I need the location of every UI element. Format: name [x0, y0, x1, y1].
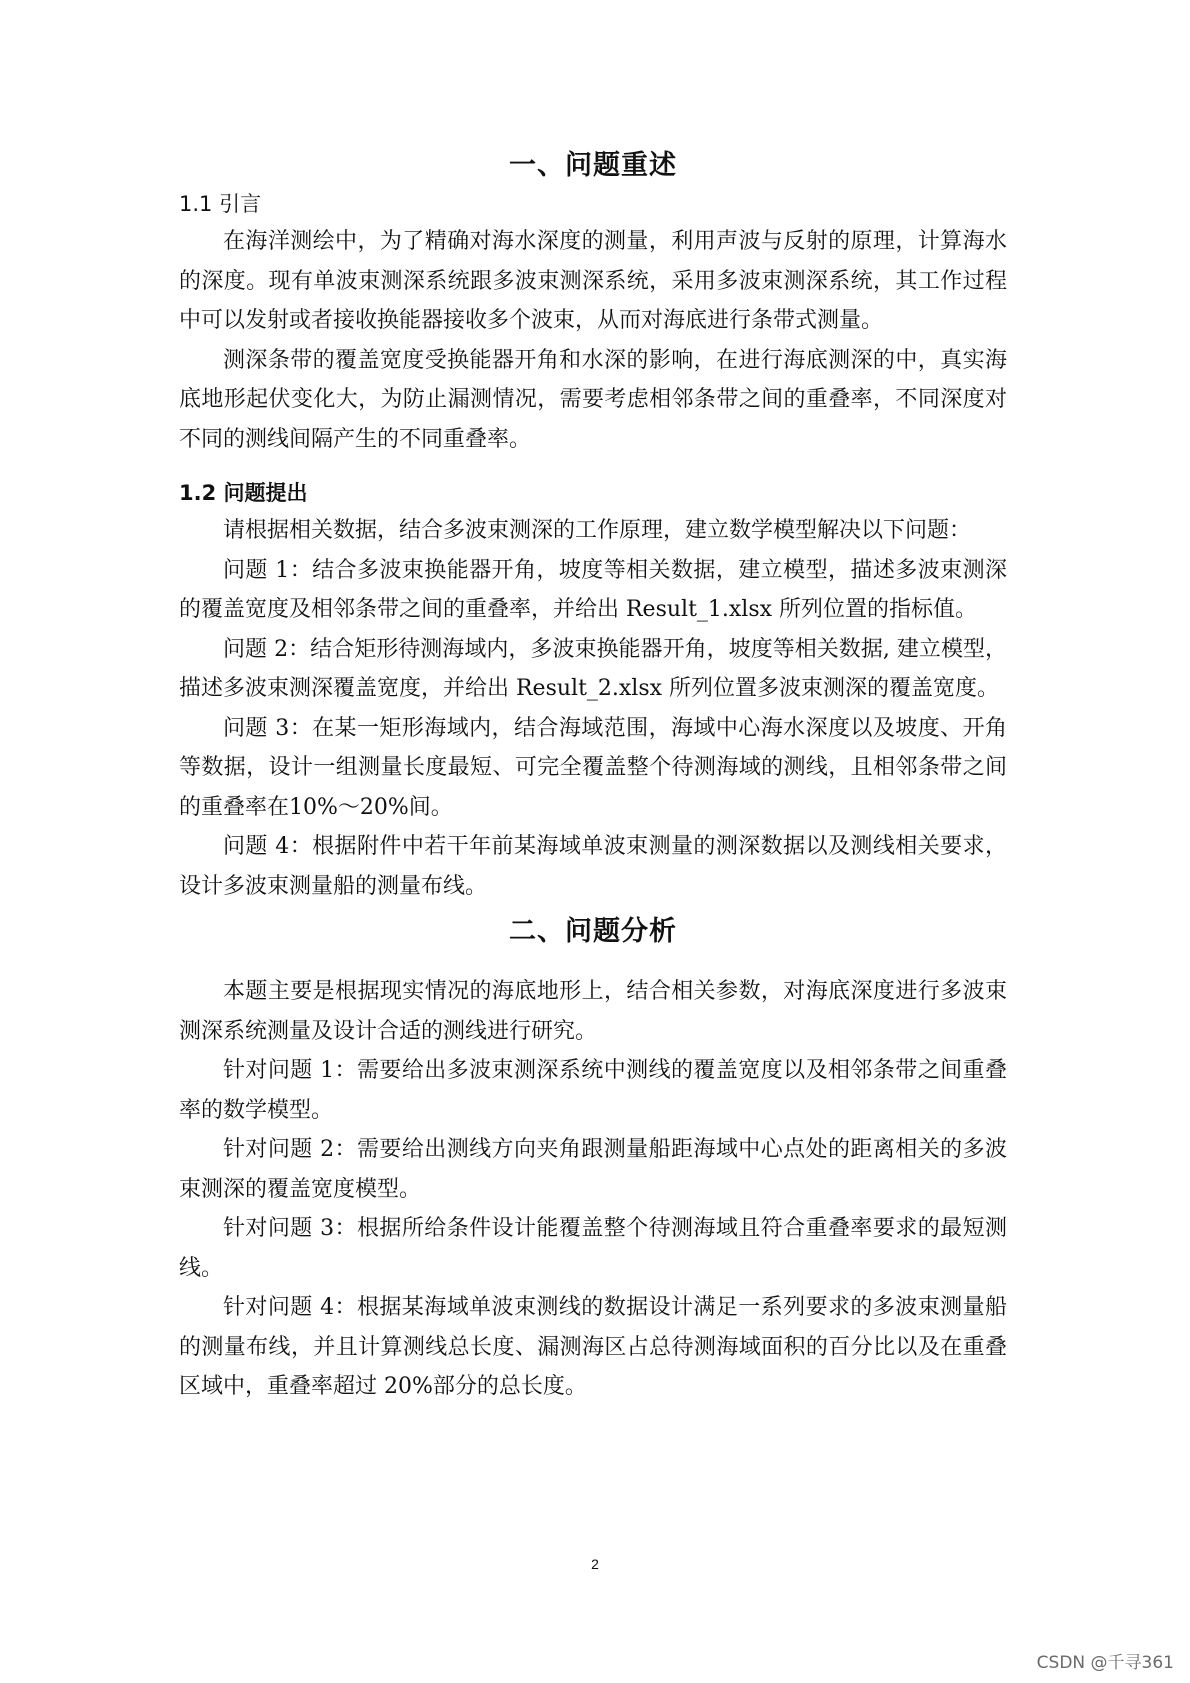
paragraph: 问题 4：根据附件中若干年前某海域单波束测量的测深数据以及测线相关要求，设计多波束测量船的测量布线。 — [179, 834, 1007, 899]
paragraph: 本题主要是根据现实情况的海底地形上，结合相关参数，对海底深度进行多波束测深系统测量及设计合适的测线进行研究。 — [179, 979, 1007, 1044]
paragraph: 问题 2：结合矩形待测海域内，多波束换能器开角，坡度等相关数据, 建立模型，描述多波束测深覆盖宽度，并给出 Result_2.xlsx 所列位置多波束测深的覆盖宽度。 — [179, 636, 1007, 701]
paragraph: 在海洋测绘中，为了精确对海水深度的测量，利用声波与反射的原理，计算海水的深度。现有单波束测深系统跟多波束测深系统，采用多波束测深系统，其工作过程中可以发射或者接收换能器接收多个波束，从而对海底进行条带式测量。 — [179, 229, 1007, 333]
paragraph: 问题 1：结合多波束换能器开角，坡度等相关数据，建立模型，描述多波束测深的覆盖宽度及相邻条带之间的重叠率，并给出 Result_1.xlsx 所列位置的指标值。 — [179, 557, 1007, 622]
paragraph: 针对问题 4：根据某海域单波束测线的数据设计满足一系列要求的多波束测量船的测量布线，并且计算测线总长度、漏测海区占总待测海域面积的百分比以及在重叠区域中，重叠率超过 20%部分的总长度。 — [179, 1295, 1007, 1399]
paragraph: 问题 3：在某一矩形海域内，结合海域范围，海域中心海水深度以及坡度、开角等数据，设计一组测量长度最短、可完全覆盖整个待测海域的测线，且相邻条带之间的重叠率在10%～20%间。 — [179, 715, 1007, 820]
page-number: 2 — [591, 1556, 599, 1572]
paragraph: 测深条带的覆盖宽度受换能器开角和水深的影响，在进行海底测深的中，真实海底地形起伏变化大，为防止漏测情况，需要考虑相邻条带之间的重叠率，不同深度对不同的测线间隔产生的不同重叠率。 — [179, 347, 1007, 452]
subsection-1-2-title: 1.2 问题提出 — [179, 481, 308, 505]
paragraph: 请根据相关数据，结合多波束测深的工作原理，建立数学模型解决以下问题： — [223, 518, 972, 543]
watermark: CSDN @千寻361 — [1036, 1653, 1174, 1673]
paragraph: 针对问题 3：根据所给条件设计能覆盖整个待测海域且符合重叠率要求的最短测线。 — [179, 1216, 1007, 1281]
page-content — [179, 140, 1007, 1407]
subsection-1-1-title: 1.1 引言 — [179, 192, 262, 216]
section-1-title: 一、问题重述 — [509, 150, 677, 181]
section-2-title: 二、问题分析 — [509, 916, 677, 947]
paragraph: 针对问题 2：需要给出测线方向夹角跟测量船距海域中心点处的距离相关的多波束测深的覆盖宽度模型。 — [179, 1137, 1007, 1202]
paragraph: 针对问题 1：需要给出多波束测深系统中测线的覆盖宽度以及相邻条带之间重叠率的数学模型。 — [179, 1058, 1007, 1123]
